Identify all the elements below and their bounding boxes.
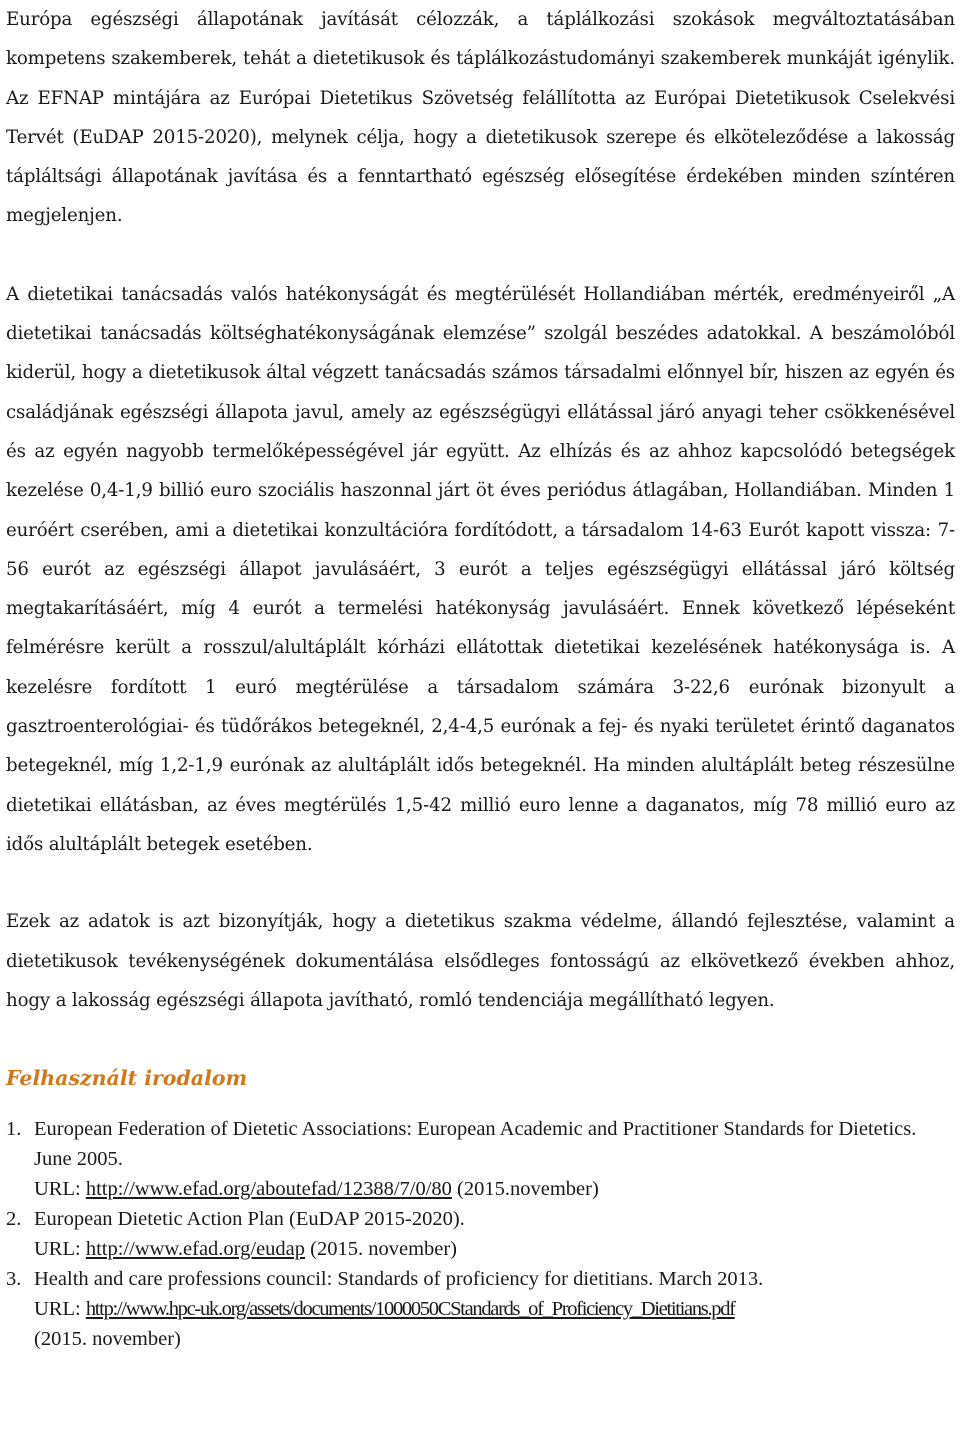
reference-text: Health and care professions council: Standards of proficiency for dietitians. March 2013. (34, 1268, 764, 1291)
reference-url-line (34, 1174, 955, 1204)
reference-number: 2. (6, 1208, 22, 1231)
reference-url-label: URL: (34, 1178, 86, 1201)
reference-url-line (34, 1234, 955, 1264)
reference-body (34, 1204, 955, 1264)
reference-link[interactable]: http://www.efad.org/eudap (85, 1238, 306, 1261)
reference-item (6, 1264, 955, 1354)
reference-body (34, 1114, 955, 1204)
reference-item (6, 1204, 955, 1264)
reference-text: European Federation of Dietetic Associations: European Academic and Practitioner Standards for Dietetics. June 2005. (34, 1118, 917, 1171)
paragraph-eudap: Európa egészségi állapotának javítását célozzák, a táplálkozási szokások megváltoztatásában kompetens szakemberek, tehát a dietetikusok és táplálkozástudományi szakemberek munkáját igénylik. Az EFNAP mintájára az Európai Dietetikus Szövetség felállította az Európai Dietetikusok Cselekvési Tervét (EuDAP 2015-2020), melynek célja, hogy a dietetikusok szerepe és elköteleződése a lakosság tápláltsági állapotának javítása és a fenntartható egészség elősegítése érdekében minden színtéren megjelenjen. (6, 9, 955, 227)
reference-accessed: (2015.november) (451, 1178, 599, 1201)
reference-url-label: URL: (34, 1238, 86, 1261)
reference-url-line (34, 1294, 955, 1324)
document-page (6, 0, 955, 1354)
references-list (6, 1114, 955, 1354)
reference-accessed: (2015. november) (305, 1238, 458, 1261)
reference-url-label: URL: (34, 1298, 86, 1321)
reference-number: 3. (6, 1268, 22, 1291)
reference-number: 1. (6, 1118, 22, 1141)
reference-link[interactable]: http://www.efad.org/aboutefad/12388/7/0/80 (85, 1178, 452, 1201)
reference-text: European Dietetic Action Plan (EuDAP 2015-2020). (34, 1208, 465, 1231)
references-heading: Felhasznált irodalom (6, 1066, 248, 1091)
reference-body (34, 1264, 955, 1354)
reference-accessed: (2015. november) (34, 1328, 181, 1351)
reference-link[interactable]: http://www.hpc-uk.org/assets/documents/1000050CStandards_of_Proficiency_Dietitians.pdf (85, 1298, 735, 1321)
paragraph-netherlands-study: A dietetikai tanácsadás valós hatékonyságát és megtérülését Hollandiában mérték, eredményeiről „A dietetikai tanácsadás költséghatékonyságának elemzése” szolgál beszédes adatokkal. A beszámolóból kiderül, hogy a dietetikusok által végzett tanácsadás számos társadalmi előnnyel bír, hiszen az egyén és családjának egészségi állapota javul, amely az egészségügyi ellátással járó anyagi teher csökkenésével és az egyén nagyobb termelőképességével jár együtt. Az elhízás és az ahhoz kapcsolódó betegségek kezelése 0,4-1,9 billió euro szociális haszonnal járt öt éves periódus átlagában, Hollandiában. Minden 1 euróért cserében, ami a dietetikai konzultációra fordítódott, a társadalom 14-63 Eurót kapott vissza: 7-56 eurót az egészségi állapot javulásáért, 3 eurót a teljes egészségügyi ellátással járó költség megtakarításáért, míg 4 eurót a termelési hatékonyság javulásáért. Ennek következő lépéseként felmérésre került a rosszul/alultáplált kórházi ellátottak dietetikai kezelésének hatékonysága is. A kezelésre fordított 1 euró megtérülése a társadalom számára 3-22,6 eurónak bizonyult a gasztroenterológiai- és tüdőrákos betegeknél, 2,4-4,5 eurónak a fej- és nyaki területet érintő daganatos betegeknél, míg 1,2-1,9 eurónak az alultáplált idős betegeknél. Ha minden alultáplált beteg részesülne dietetikai ellátásban, az éves megtérülés 1,5-42 millió euro lenne a daganatos, míg 78 millió euro az idős alultáplált betegek esetében. (6, 283, 955, 855)
reference-item (6, 1114, 955, 1204)
paragraph-conclusion: Ezek az adatok is azt bizonyítják, hogy a dietetikus szakma védelme, állandó fejlesztése, valamint a dietetikusok tevékenységének dokumentálása elsődleges fontosságú az elkövetkező években ahhoz, hogy a lakosság egészségi állapota javítható, romló tendenciája megállítható legyen. (6, 911, 955, 1011)
